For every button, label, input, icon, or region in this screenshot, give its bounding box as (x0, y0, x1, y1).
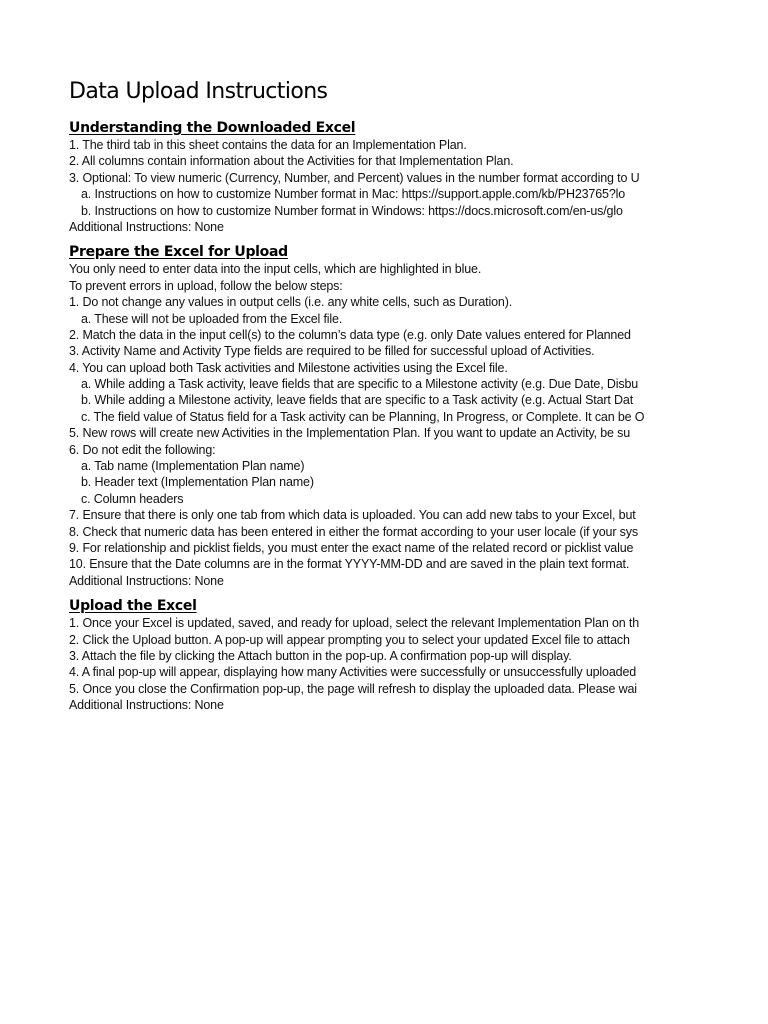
instruction-line: Additional Instructions: None (69, 219, 224, 234)
instruction-section (69, 598, 660, 713)
instruction-line: 2. All columns contain information about the Activities for that Implementation Plan. (69, 154, 514, 169)
section-heading: Upload the Excel (69, 598, 197, 615)
instruction-line: 2. Click the Upload button. A pop-up will appear prompting you to select your updated Excel file to attach (69, 632, 630, 647)
instruction-line: To prevent errors in upload, follow the below steps: (69, 278, 343, 293)
document-content (69, 78, 660, 714)
instruction-line: 8. Check that numeric data has been entered in either the format according to your user locale (if your sys (69, 524, 638, 539)
sub-instruction-line: b. While adding a Milestone activity, leave fields that are specific to a Task activity (e.g. Actual Start Dat (81, 393, 634, 408)
sub-instruction-line: a. These will not be uploaded from the Excel file. (81, 311, 343, 326)
instruction-line: 3. Activity Name and Activity Type fields are required to be filled for successful upload of Activities. (69, 344, 595, 359)
instruction-line: 4. You can upload both Task activities and Milestone activities using the Excel file. (69, 360, 508, 375)
instruction-line: Additional Instructions: None (69, 698, 224, 713)
instruction-line: You only need to enter data into the input cells, which are highlighted in blue. (69, 262, 482, 277)
instruction-line: 1. The third tab in this sheet contains the data for an Implementation Plan. (69, 138, 467, 152)
sub-instruction-line: b. Header text (Implementation Plan name) (81, 475, 314, 490)
instruction-line: 5. Once you close the Confirmation pop-up, the page will refresh to display the uploaded data. Please wai (69, 681, 637, 696)
instruction-line: 5. New rows will create new Activities in the Implementation Plan. If you want to update an Activity, be su (69, 426, 631, 441)
instruction-line: 6. Do not edit the following: (69, 442, 216, 457)
instruction-line: 10. Ensure that the Date columns are in the format YYYY-MM-DD and are saved in the plain text format. (69, 557, 630, 572)
instruction-line: Additional Instructions: None (69, 573, 224, 588)
section-heading: Understanding the Downloaded Excel (69, 120, 356, 136)
instruction-section (69, 120, 660, 235)
instruction-line: 2. Match the data in the input cell(s) to the column’s data type (e.g. only Date values entered for Planned (69, 327, 631, 342)
sub-instruction-line: a. Instructions on how to customize Number format in Mac: https://support.apple.com/kb/PH23765?lo (81, 187, 626, 202)
sub-instruction-line: c. Column headers (81, 491, 184, 506)
instruction-line: 9. For relationship and picklist fields, you must enter the exact name of the related record or picklist value (69, 540, 634, 555)
instruction-line: 3. Optional: To view numeric (Currency, Number, and Percent) values in the number format according to U (69, 170, 640, 185)
instruction-line: 1. Do not change any values in output cells (i.e. any white cells, such as Duration). (69, 295, 513, 310)
sub-instruction-line: a. Tab name (Implementation Plan name) (81, 459, 305, 474)
instruction-sections (69, 120, 660, 714)
sub-instruction-line: b. Instructions on how to customize Number format in Windows: https://docs.microsoft.com/en-us/glo (81, 203, 623, 218)
instruction-line: 3. Attach the file by clicking the Attach button in the pop-up. A confirmation pop-up will display. (69, 648, 572, 663)
instruction-section (69, 244, 660, 589)
sub-instruction-line: c. The field value of Status field for a Task activity can be Planning, In Progress, or Complete. It can be O (81, 409, 645, 424)
page-title: Data Upload Instructions (69, 79, 328, 104)
section-heading: Prepare the Excel for Upload (69, 244, 288, 261)
instruction-line: 1. Once your Excel is updated, saved, and ready for upload, select the relevant Implementation Plan on th (69, 616, 640, 631)
instruction-line: 7. Ensure that there is only one tab from which data is uploaded. You can add new tabs to your Excel, but (69, 508, 636, 523)
instruction-line: 4. A final pop-up will appear, displaying how many Activities were successfully or unsuccessfully uploaded (69, 665, 637, 680)
sub-instruction-line: a. While adding a Task activity, leave fields that are specific to a Milestone activity (e.g. Due Date, Disbu (81, 377, 639, 392)
